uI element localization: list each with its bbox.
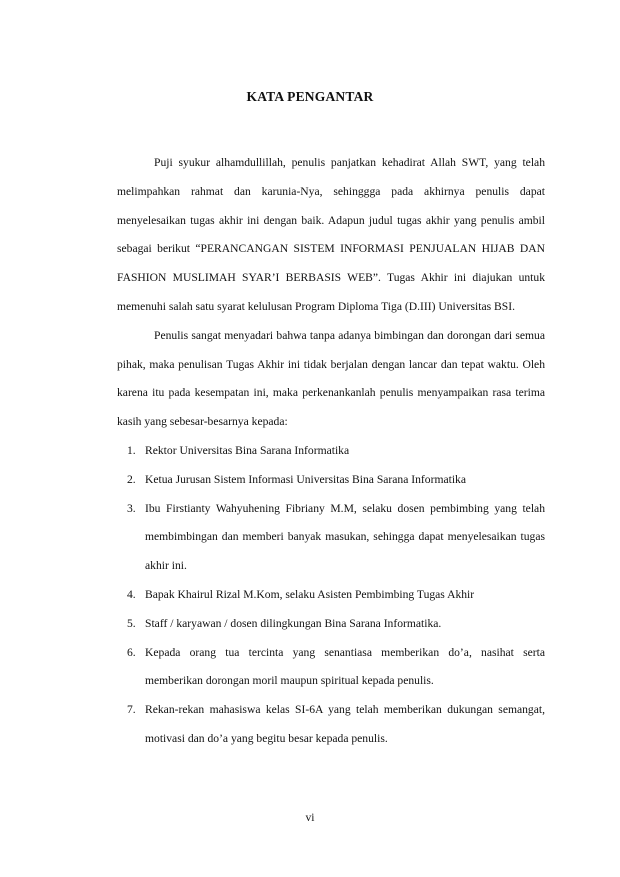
list-item-text: Ketua Jurusan Sistem Informasi Universitas Bina Sarana Informatika	[145, 472, 467, 486]
list-item-text: Rektor Universitas Bina Sarana Informatika	[145, 443, 350, 457]
paragraph-gratitude: Penulis sangat menyadari bahwa tanpa adanya bimbingan dan dorongan dari semua pihak, maka penulisan Tugas Akhir ini tidak berjalan dengan lancar dan tepat waktu. Oleh karena itu pada kesempatan ini, maka perkenankanlah penulis menyampaikan rasa terima kasih yang sebesar-besarnya kepada:	[117, 328, 545, 429]
list-item	[117, 466, 545, 495]
acknowledgement-list	[117, 437, 545, 754]
list-item-number: 2.	[127, 472, 136, 486]
list-item-number: 3.	[127, 501, 136, 515]
list-item	[117, 610, 545, 639]
page-title: KATA PENGANTAR	[246, 89, 374, 104]
page-number: vi	[305, 811, 315, 824]
list-item-text: Staff / karyawan / dosen dilingkungan Bina Sarana Informatika.	[145, 616, 442, 630]
list-item-number: 5.	[127, 616, 136, 630]
list-item-text: Bapak Khairul Rizal M.Kom, selaku Asisten Pembimbing Tugas Akhir	[145, 587, 475, 601]
list-item-number: 1.	[127, 443, 136, 457]
list-item	[117, 495, 545, 581]
list-item	[117, 639, 545, 697]
list-item-text: Ibu Firstianty Wahyuhening Fibriany M.M, selaku dosen pembimbing yang telah membimbingan dan memberi banyak masukan, sehingga dapat menyelesaikan tugas akhir ini.	[145, 501, 545, 573]
paragraph-intro: Puji syukur alhamdullillah, penulis panjatkan kehadirat Allah SWT, yang telah melimpahkan rahmat dan karunia-Nya, sehinggga pada akhirnya penulis dapat menyelesaikan tugas akhir ini dengan baik. Adapun judul tugas akhir yang penulis ambil sebagai berikut “PERANCANGAN SISTEM INFORMASI PENJUALAN HIJAB DAN FASHION MUSLIMAH SYAR’I BERBASIS WEB”. Tugas Akhir ini diajukan untuk memenuhi salah satu syarat kelulusan Program Diploma Tiga (D.III) Universitas BSI.	[117, 156, 545, 313]
list-item-text: Kepada orang tua tercinta yang senantiasa memberikan do’a, nasihat serta memberikan dorongan moril maupun spiritual kepada penulis.	[145, 645, 545, 688]
list-item-number: 4.	[127, 587, 136, 601]
document-body	[117, 149, 545, 754]
list-item	[117, 581, 545, 610]
list-item-text: Rekan-rekan mahasiswa kelas SI-6A yang telah memberikan dukungan semangat, motivasi dan do’a yang begitu besar kepada penulis.	[145, 703, 545, 745]
list-item-number: 7.	[127, 703, 136, 717]
list-item	[117, 437, 545, 466]
list-item	[117, 696, 545, 754]
list-item-number: 6.	[127, 645, 136, 659]
